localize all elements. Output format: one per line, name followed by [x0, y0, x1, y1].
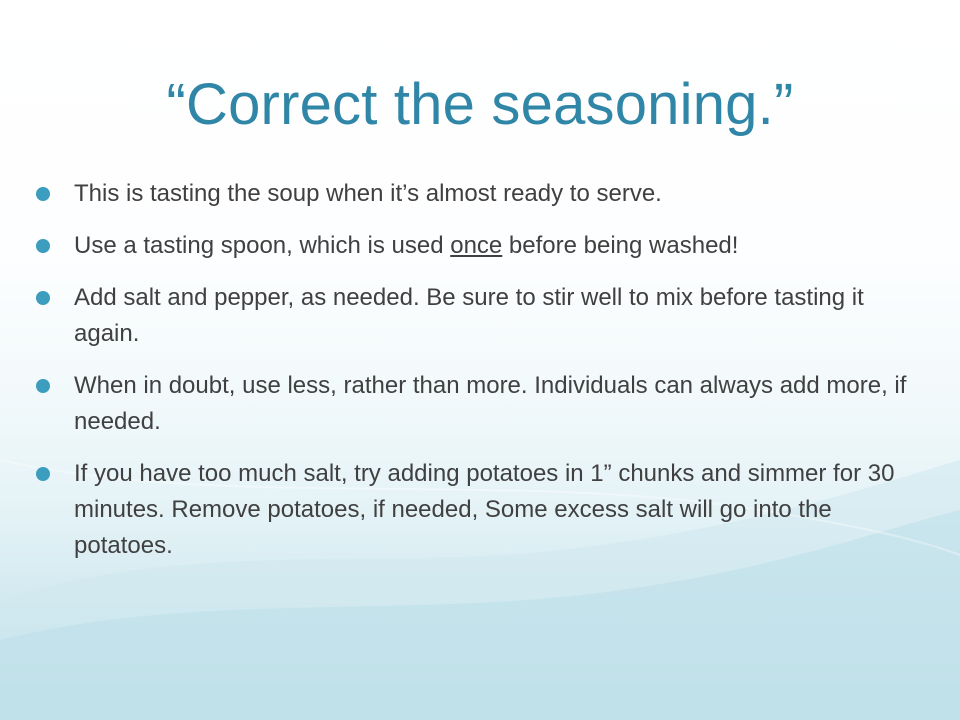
bullet-item	[36, 456, 916, 564]
bullet-text: When in doubt, use less, rather than more. Individuals can always add more, if needed.	[74, 372, 907, 435]
bullet-text: Use a tasting spoon, which is used	[74, 232, 451, 259]
bullet-dot-icon	[36, 239, 50, 253]
bullet-list	[36, 176, 916, 580]
bullet-dot-icon	[36, 187, 50, 201]
bullet-item	[36, 368, 916, 440]
bullet-item	[36, 176, 916, 212]
bullet-dot-icon	[36, 379, 50, 393]
bullet-underlined-word: once	[450, 232, 503, 259]
bullet-dot-icon	[36, 291, 50, 305]
bullet-text-continued: before being washed!	[502, 232, 739, 259]
bullet-text: If you have too much salt, try adding potatoes in 1” chunks and simmer for 30 minutes. Remove potatoes, if needed, Some excess salt will go into the potatoes.	[74, 460, 895, 559]
bullet-dot-icon	[36, 467, 50, 481]
bullet-text: Add salt and pepper, as needed. Be sure to stir well to mix before tasting it again.	[74, 284, 864, 347]
bullet-text: This is tasting the soup when it’s almost ready to serve.	[74, 180, 662, 207]
bullet-item	[36, 228, 916, 264]
slide-title: “Correct the seasoning.”	[166, 72, 794, 137]
bullet-item	[36, 280, 916, 352]
